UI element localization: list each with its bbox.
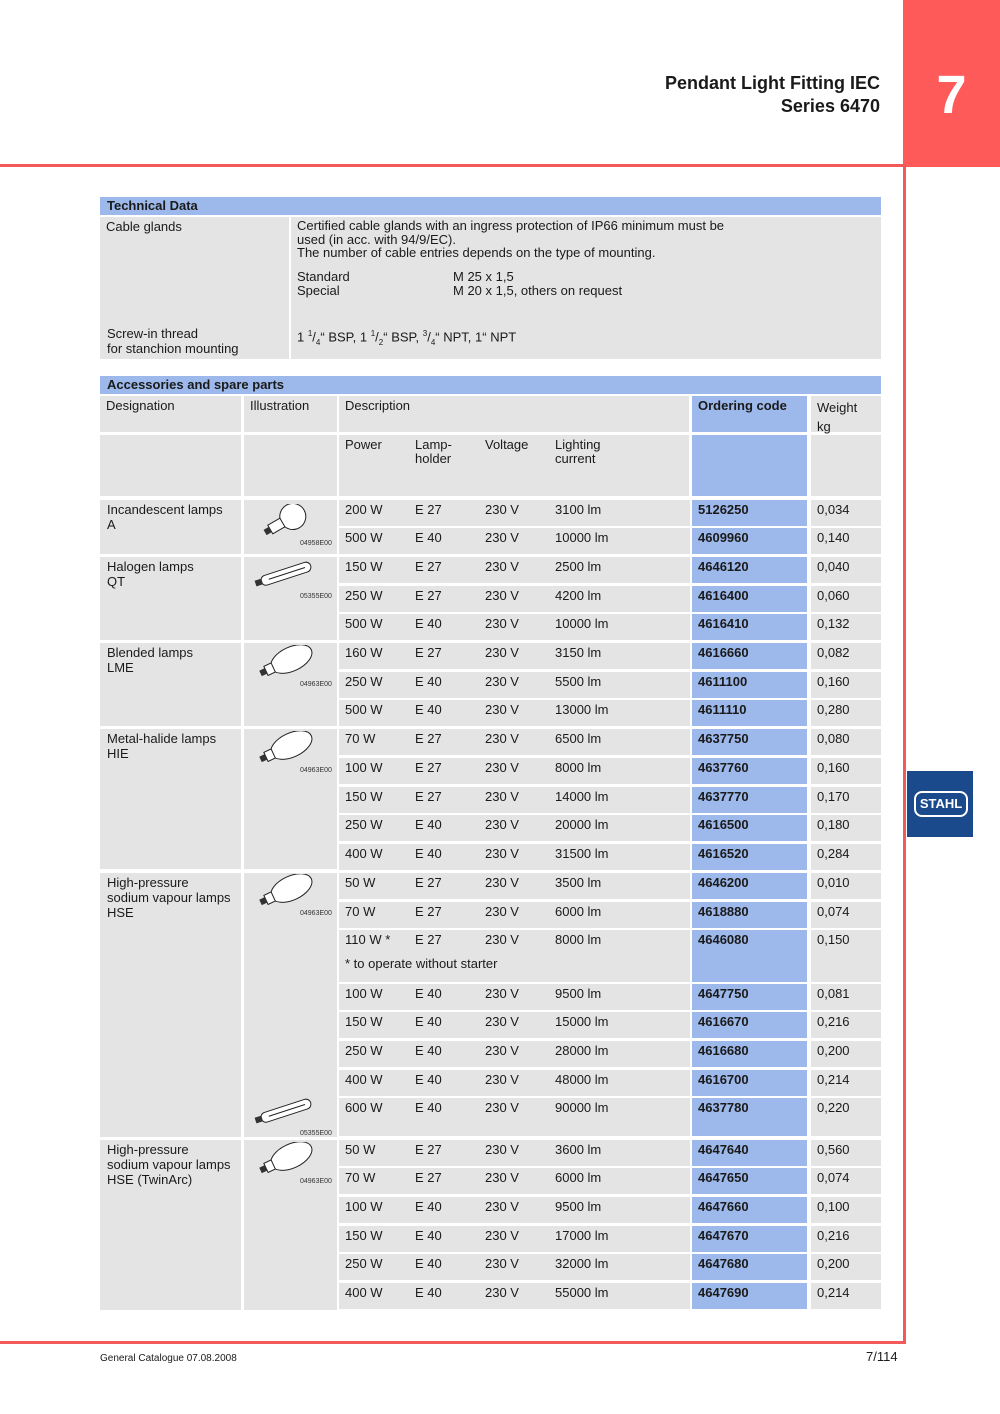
cell-lumen: 9500 lm: [549, 984, 690, 1010]
cell-lumen: 17000 lm: [549, 1226, 690, 1252]
cell-weight: 0,214: [811, 1070, 881, 1096]
group-designation: [100, 729, 241, 869]
tech-value-cell: [291, 217, 881, 359]
col-description: Description: [339, 396, 689, 432]
cell-holder: E 27: [409, 557, 479, 583]
screw-label-line1: Screw-in thread: [107, 326, 199, 341]
cell-power: 50 W: [339, 1140, 409, 1166]
cell-voltage: 230 V: [479, 758, 549, 784]
ordering-code: 4637750: [692, 729, 807, 755]
cell-holder: E 40: [409, 1070, 479, 1096]
cell-lumen: 10000 lm: [549, 614, 690, 640]
cell-holder: E 27: [409, 787, 479, 813]
cell-weight: 0,200: [811, 1041, 881, 1067]
designation-line-1: Incandescent lamps: [107, 502, 223, 517]
cell-voltage: 230 V: [479, 557, 549, 583]
cell-holder: E 40: [409, 1098, 479, 1136]
chapter-tab: [903, 0, 1000, 167]
designation-line-3: HSE (TwinArc): [107, 1172, 193, 1187]
cell-voltage: 230 V: [479, 844, 549, 870]
special-label: Special: [297, 283, 340, 298]
starter-note: * to operate without starter: [345, 956, 498, 971]
ordering-code: 4637770: [692, 787, 807, 813]
ordering-code: 4611110: [692, 700, 807, 726]
ordering-code: 4616400: [692, 586, 807, 612]
ordering-code: 4647670: [692, 1226, 807, 1252]
cell-power: 100 W: [339, 1197, 409, 1223]
cell-holder: E 40: [409, 1226, 479, 1252]
ordering-code: 4647680: [692, 1254, 807, 1280]
cell-lumen: 6500 lm: [549, 729, 690, 755]
designation-line-1: Halogen lamps: [107, 559, 194, 574]
cell-power: 150 W: [339, 1226, 409, 1252]
cell-voltage: 230 V: [479, 614, 549, 640]
cell-power: 70 W: [339, 1168, 409, 1194]
cell-power: 250 W: [339, 672, 409, 698]
designation-line-2: LME: [107, 660, 134, 675]
ordering-code: 4616700: [692, 1070, 807, 1096]
designation-line-2: QT: [107, 574, 126, 589]
designation-line-1: Metal-halide lamps: [107, 731, 217, 746]
cell-voltage: 230 V: [479, 1070, 549, 1096]
cell-power: 150 W: [339, 787, 409, 813]
cell-voltage: 230 V: [479, 528, 549, 554]
group-designation: [100, 873, 241, 1137]
illustration-code: 04958E00: [300, 540, 332, 547]
ordering-code: 4647660: [692, 1197, 807, 1223]
page-number: 7/114: [866, 1349, 898, 1364]
cell-lumen: 28000 lm: [549, 1041, 690, 1067]
ordering-code: 4616500: [692, 815, 807, 841]
ordering-code: 4616670: [692, 1012, 807, 1038]
ordering-code: 4611100: [692, 672, 807, 698]
screw-label-line2: for stanchion mounting: [107, 341, 239, 356]
designation-line-1: High-pressure: [107, 875, 189, 890]
stahl-logo: [907, 771, 973, 837]
subheader-blank-ordering: [692, 435, 807, 496]
cell-power: 110 W *: [339, 930, 409, 982]
cell-power: 250 W: [339, 1254, 409, 1280]
cell-lumen: 8000 lm: [549, 758, 690, 784]
cell-holder: E 27: [409, 930, 479, 982]
cell-holder: E 27: [409, 729, 479, 755]
cell-voltage: 230 V: [479, 984, 549, 1010]
cell-power: 400 W: [339, 1283, 409, 1309]
cell-power: 250 W: [339, 1041, 409, 1067]
col-illustration: Illustration: [244, 396, 337, 432]
col-ordering-code: Ordering code: [692, 396, 807, 432]
cable-text-1: Certified cable glands with an ingress protection of IP66 minimum must be: [297, 218, 725, 233]
cell-weight: 0,560: [811, 1140, 881, 1166]
cell-lumen: 3100 lm: [549, 500, 690, 526]
ordering-code: 4647640: [692, 1140, 807, 1166]
group-designation: [100, 557, 241, 640]
cell-weight: 0,216: [811, 1012, 881, 1038]
ordering-code: 4647750: [692, 984, 807, 1010]
cell-holder: E 40: [409, 614, 479, 640]
ellipsoid-lamp-icon: [250, 874, 320, 908]
ordering-code: 4616520: [692, 844, 807, 870]
ordering-code: 4616660: [692, 643, 807, 669]
sub-lampholder-2: holder: [415, 451, 452, 466]
col-weight: [811, 396, 881, 432]
accessories-heading: Accessories and spare parts: [100, 376, 881, 394]
title-line-2: Series 6470: [780, 96, 880, 116]
ordering-code: 4647690: [692, 1283, 807, 1309]
cell-power: 150 W: [339, 557, 409, 583]
standard-value: M 25 x 1,5: [453, 269, 514, 284]
cell-holder: E 27: [409, 1140, 479, 1166]
cell-weight: 0,200: [811, 1254, 881, 1280]
cell-voltage: 230 V: [479, 1098, 549, 1136]
cell-holder: E 40: [409, 1012, 479, 1038]
cell-weight: 0,040: [811, 557, 881, 583]
standard-label: Standard: [297, 269, 350, 284]
cell-lumen: 13000 lm: [549, 700, 690, 726]
cell-lumen: 90000 lm: [549, 1098, 690, 1136]
group-designation: [100, 643, 241, 726]
sub-lighting-2: current: [555, 451, 596, 466]
special-value: M 20 x 1,5, others on request: [453, 283, 623, 298]
cell-holder: E 27: [409, 758, 479, 784]
cell-weight: 0,140: [811, 528, 881, 554]
cell-holder: E 40: [409, 984, 479, 1010]
cable-text-3: The number of cable entries depends on the type of mounting.: [297, 245, 656, 260]
cell-lumen: 8000 lm: [549, 930, 690, 982]
cell-weight: 0,132: [811, 614, 881, 640]
cell-voltage: 230 V: [479, 1041, 549, 1067]
designation-line-1: High-pressure: [107, 1142, 189, 1157]
designation-line-2: sodium vapour lamps: [107, 1157, 231, 1172]
col-weight-label: Weight: [817, 400, 858, 415]
cell-weight: 0,160: [811, 758, 881, 784]
ordering-code: 4618880: [692, 902, 807, 928]
cell-voltage: 230 V: [479, 586, 549, 612]
cell-weight: 0,284: [811, 844, 881, 870]
cell-holder: E 40: [409, 1041, 479, 1067]
ordering-code: 4646080: [692, 930, 807, 982]
illustration-code: 04963E00: [300, 767, 332, 774]
cell-lumen: 3600 lm: [549, 1140, 690, 1166]
ellipsoid-lamp-icon: [250, 731, 320, 765]
ordering-code: 4609960: [692, 528, 807, 554]
cell-power: 70 W: [339, 729, 409, 755]
cell-holder: E 40: [409, 528, 479, 554]
cell-holder: E 40: [409, 815, 479, 841]
cell-voltage: 230 V: [479, 643, 549, 669]
cell-voltage: 230 V: [479, 1254, 549, 1280]
cell-voltage: 230 V: [479, 1168, 549, 1194]
designation-line-1: Blended lamps: [107, 645, 193, 660]
cable-glands-label: Cable glands: [106, 219, 182, 234]
cell-power: 500 W: [339, 528, 409, 554]
cell-power: 500 W: [339, 700, 409, 726]
col-designation: Designation: [100, 396, 241, 432]
cell-voltage: 230 V: [479, 500, 549, 526]
group-designation: [100, 1140, 241, 1310]
cell-lumen: 48000 lm: [549, 1070, 690, 1096]
screw-thread-label: [107, 326, 239, 356]
cell-power: 100 W: [339, 758, 409, 784]
cell-weight: 0,150: [811, 930, 881, 982]
cell-holder: E 27: [409, 873, 479, 899]
sub-voltage: Voltage: [485, 437, 529, 452]
technical-data-heading: Technical Data: [100, 197, 881, 215]
cell-holder: E 40: [409, 1197, 479, 1223]
cell-holder: E 27: [409, 586, 479, 612]
cell-holder: E 40: [409, 844, 479, 870]
cell-voltage: 230 V: [479, 902, 549, 928]
sub-lighting-1: Lighting: [555, 437, 601, 452]
cable-text-2: used (in acc. with 94/9/EC).: [297, 231, 456, 247]
cell-power: 160 W: [339, 643, 409, 669]
cell-lumen: 9500 lm: [549, 1197, 690, 1223]
cell-holder: E 40: [409, 1254, 479, 1280]
cell-power: 150 W: [339, 1012, 409, 1038]
ordering-code: 4647650: [692, 1168, 807, 1194]
cell-weight: 0,034: [811, 500, 881, 526]
page-title: [665, 72, 880, 118]
thread-value: 1 $^1/_4“$ BSP, 1 $^1/_2“$ BSP, $^3/_4“$ NPT, 1“ NPT: [297, 329, 517, 347]
tube-lamp-icon: [250, 557, 320, 591]
cell-weight: 0,082: [811, 643, 881, 669]
cell-lumen: 14000 lm: [549, 787, 690, 813]
cell-lumen: 6000 lm: [549, 902, 690, 928]
stahl-logo-text: STAHL: [914, 791, 968, 817]
cell-lumen: 6000 lm: [549, 1168, 690, 1194]
cell-power: 200 W: [339, 500, 409, 526]
cell-weight: 0,160: [811, 672, 881, 698]
sub-power: Power: [345, 437, 382, 452]
subheader-blank-illustration: [244, 435, 337, 496]
group-designation: [100, 500, 241, 554]
cell-weight: 0,060: [811, 586, 881, 612]
ellipsoid-lamp-icon: [250, 645, 320, 679]
cell-lumen: 15000 lm: [549, 1012, 690, 1038]
cell-lumen: 4200 lm: [549, 586, 690, 612]
ellipsoid-lamp-icon: [250, 1142, 320, 1176]
cell-weight: 0,074: [811, 1168, 881, 1194]
ordering-code: 4637760: [692, 758, 807, 784]
tube-lamp-icon: [250, 1094, 320, 1128]
illustration-code: 04963E00: [300, 681, 332, 688]
cell-power: 400 W: [339, 1070, 409, 1096]
ordering-code: 4616410: [692, 614, 807, 640]
cell-weight: 0,080: [811, 729, 881, 755]
cell-weight: 0,010: [811, 873, 881, 899]
ordering-code: 4646200: [692, 873, 807, 899]
cell-power: 600 W: [339, 1098, 409, 1136]
cell-power: 500 W: [339, 614, 409, 640]
cell-voltage: 230 V: [479, 1197, 549, 1223]
cell-lumen: 5500 lm: [549, 672, 690, 698]
top-rule: [0, 164, 905, 167]
bottom-rule: [0, 1341, 905, 1344]
cell-voltage: 230 V: [479, 873, 549, 899]
illustration-code: 05355E00: [300, 593, 332, 600]
tech-label-cell: [100, 217, 289, 359]
cell-holder: E 27: [409, 643, 479, 669]
cell-weight: 0,180: [811, 815, 881, 841]
cell-lumen: 2500 lm: [549, 557, 690, 583]
cell-lumen: 3150 lm: [549, 643, 690, 669]
cell-holder: E 27: [409, 500, 479, 526]
cell-lumen: 32000 lm: [549, 1254, 690, 1280]
cell-holder: E 27: [409, 1168, 479, 1194]
cell-voltage: 230 V: [479, 930, 549, 982]
subheader-blank-designation: [100, 435, 241, 496]
cell-power: 250 W: [339, 586, 409, 612]
cell-weight: 0,220: [811, 1098, 881, 1136]
designation-line-2: sodium vapour lamps: [107, 890, 231, 905]
cell-weight: 0,081: [811, 984, 881, 1010]
ordering-code: 5126250: [692, 500, 807, 526]
cell-voltage: 230 V: [479, 787, 549, 813]
cell-holder: E 40: [409, 672, 479, 698]
cell-voltage: 230 V: [479, 672, 549, 698]
cell-voltage: 230 V: [479, 1226, 549, 1252]
cell-weight: 0,100: [811, 1197, 881, 1223]
cell-power: 250 W: [339, 815, 409, 841]
sub-lampholder-1: Lamp-: [415, 437, 452, 452]
cell-weight: 0,216: [811, 1226, 881, 1252]
illustration-code: 04963E00: [300, 1178, 332, 1185]
cell-power: 100 W: [339, 984, 409, 1010]
cell-holder: E 40: [409, 1283, 479, 1309]
cell-lumen: 20000 lm: [549, 815, 690, 841]
round-bulb-icon: [250, 504, 320, 538]
ordering-code: 4616680: [692, 1041, 807, 1067]
cell-holder: E 27: [409, 902, 479, 928]
col-weight-unit: kg: [817, 419, 831, 434]
subheader-description: [339, 435, 689, 496]
illustration-code: 04963E00: [300, 910, 332, 917]
cell-lumen: 3500 lm: [549, 873, 690, 899]
cell-voltage: 230 V: [479, 729, 549, 755]
cell-power: 50 W: [339, 873, 409, 899]
subheader-blank-weight: [811, 435, 881, 496]
chapter-number: 7: [936, 65, 967, 125]
ordering-code: 4637780: [692, 1098, 807, 1136]
designation-line-2: HIE: [107, 746, 129, 761]
cell-voltage: 230 V: [479, 1283, 549, 1309]
designation-line-2: A: [107, 517, 116, 532]
cell-voltage: 230 V: [479, 1012, 549, 1038]
cell-lumen: 55000 lm: [549, 1283, 690, 1309]
cell-voltage: 230 V: [479, 1140, 549, 1166]
designation-line-3: HSE: [107, 905, 134, 920]
cell-weight: 0,170: [811, 787, 881, 813]
cell-power: 400 W: [339, 844, 409, 870]
cell-power: 70 W: [339, 902, 409, 928]
right-rule: [903, 164, 906, 1344]
cell-lumen: 31500 lm: [549, 844, 690, 870]
cell-voltage: 230 V: [479, 815, 549, 841]
ordering-code: 4646120: [692, 557, 807, 583]
footer-catalogue: General Catalogue 07.08.2008: [100, 1353, 237, 1364]
cell-weight: 0,214: [811, 1283, 881, 1309]
title-line-1: Pendant Light Fitting IEC: [665, 73, 880, 93]
cell-voltage: 230 V: [479, 700, 549, 726]
illustration-code: 05355E00: [300, 1130, 332, 1137]
cell-weight: 0,280: [811, 700, 881, 726]
cell-holder: E 40: [409, 700, 479, 726]
cell-lumen: 10000 lm: [549, 528, 690, 554]
cell-weight: 0,074: [811, 902, 881, 928]
